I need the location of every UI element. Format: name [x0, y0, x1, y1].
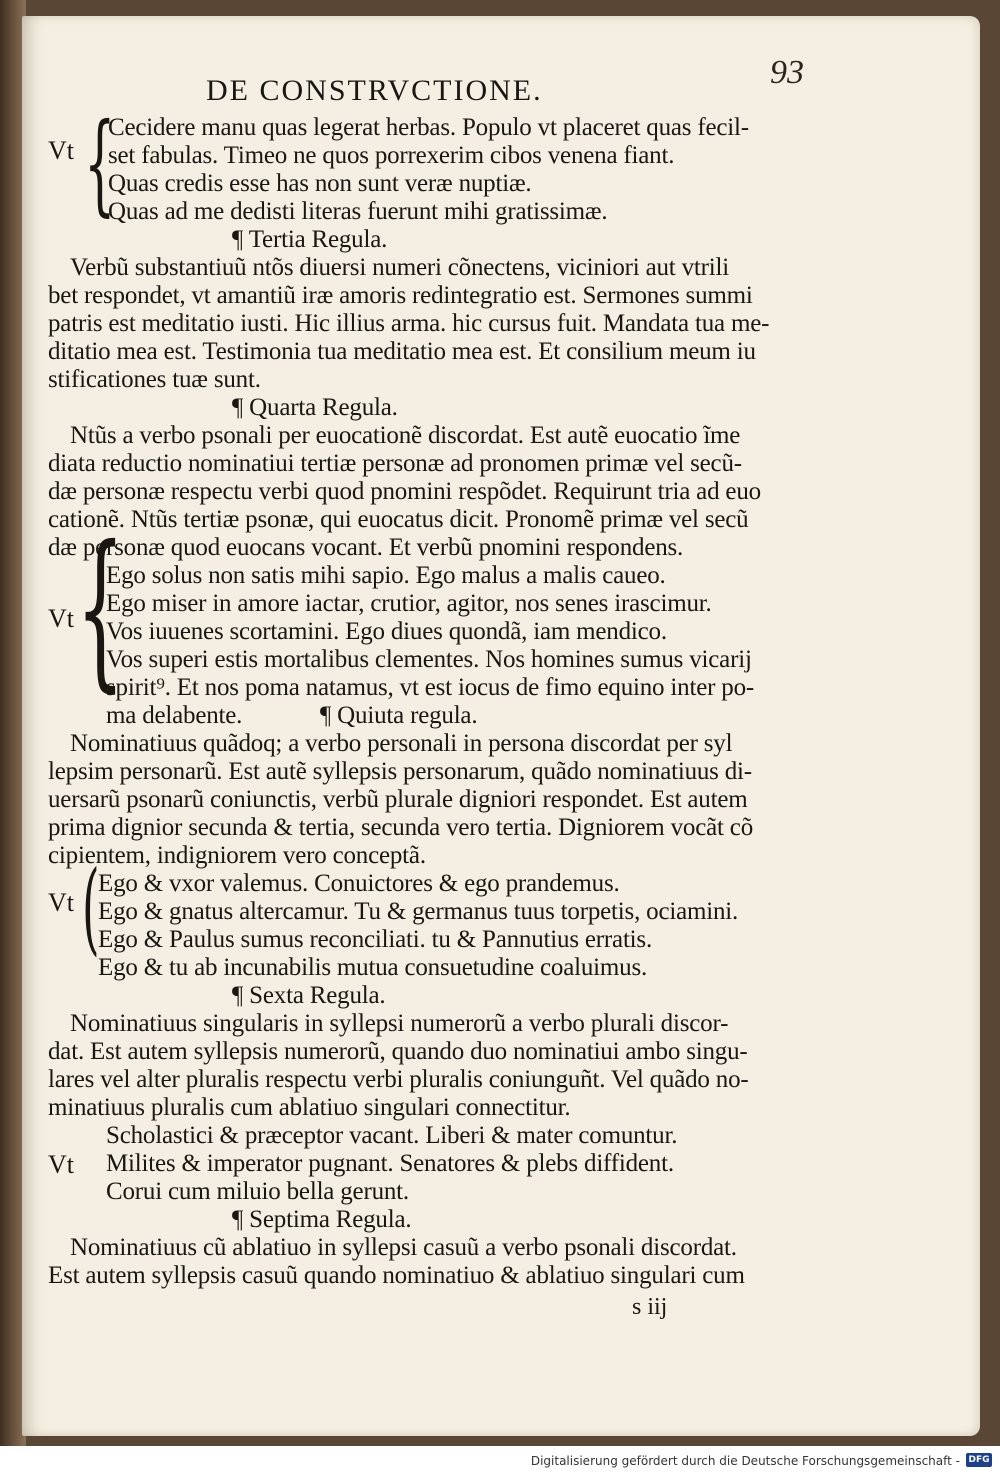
text-line: Nominatiuus singularis in syllepsi numerorũ a verbo plurali discor- — [70, 1010, 729, 1037]
book-page — [22, 16, 980, 1436]
signature-mark: s iij — [632, 1294, 668, 1320]
text-line: cationẽ. Ntũs tertiæ psonæ, qui euocatus dicit. Pronomẽ primæ vel secũ — [48, 506, 749, 533]
text-line: Quas ad me dedisti literas fuerunt mihi gratissimæ. — [108, 198, 608, 225]
text-line: Ego & tu ab incunabilis mutua consuetudine coaluimus. — [98, 954, 648, 981]
text-line: Vos iuuenes scortamini. Ego diues quondã, iam mendico. — [106, 618, 667, 645]
text-line: Ego solus non satis mihi sapio. Ego malus a malis caueo. — [106, 562, 666, 589]
vt-label: Vt — [48, 1150, 74, 1179]
text-line: cipientem, indigniorem vero conceptã. — [48, 842, 426, 869]
text-line: Vos superi estis mortalibus clementes. Nos homines sumus vicarij — [106, 646, 752, 673]
text-line: Nominatiuus quãdoq; a verbo personali in persona discordat per syl — [70, 730, 733, 757]
text-line: uersarũ psonarũ coniunctis, verbũ plurale digniori respondet. Est autem — [48, 786, 748, 813]
rule-heading: ¶ Sexta Regula. — [232, 982, 386, 1009]
text-line: diata reductio nominatiui tertiæ personæ ad pronomen primæ vel secũ- — [48, 450, 742, 477]
text-line: Ntũs a verbo psonali per euocationẽ discordat. Est autẽ euocatio ĩme — [70, 422, 741, 449]
text-line: Nominatiuus cũ ablatiuo in syllepsi casuũ a verbo psonali discordat. — [70, 1234, 737, 1261]
text-line: spirit⁹. Et nos poma natamus, vt est iocus de fimo equino inter po- — [106, 674, 754, 701]
brace: ( — [82, 849, 100, 966]
brace: { — [84, 99, 116, 227]
text-line: Ego & Paulus sumus reconciliati. tu & Pannutius erratis. — [98, 926, 653, 953]
text-line: Cecidere manu quas legerat herbas. Populo vt placeret quas fecil- — [108, 114, 749, 141]
text-line: ma delabente. — [106, 702, 243, 729]
funding-note: Digitalisierung gefördert durch die Deutsche Forschungsgemeinschaft - — [530, 1454, 960, 1468]
footer-bar — [0, 1446, 1000, 1474]
text-line: minatiuus pluralis cum ablatiuo singulari connectitur. — [48, 1094, 571, 1121]
text-line: Quas credis esse has non sunt veræ nuptiæ. — [108, 170, 532, 197]
text-line: patris est meditatio iusti. Hic illius arma. hic cursus fuit. Mandata tua me- — [48, 310, 770, 337]
text-line: Verbũ substantiuũ ntõs diuersi numeri cõnectens, viciniori aut vtrili — [70, 254, 729, 281]
text-line: prima dignior secunda & tertia, secunda vero tertia. Digniorem vocãt cõ — [48, 814, 753, 841]
text-line: Ego & gnatus altercamur. Tu & germanus tuus torpetis, ociamini. — [98, 898, 739, 925]
rule-heading: ¶ Quarta Regula. — [232, 394, 398, 421]
folio-number: 93 — [770, 54, 804, 91]
text-line: dæ personæ respectu verbi quod pnomini respõdet. Requirunt tria ad euo — [48, 478, 761, 505]
running-head: DE CONSTRVCTIONE. — [206, 74, 543, 107]
rule-heading: ¶ Septima Regula. — [232, 1206, 412, 1233]
text-line: Est autem syllepsis casuũ quando nominatiuo & ablatiuo singulari cum — [48, 1262, 745, 1289]
text-line: Scholastici & præceptor vacant. Liberi & mater comuntur. — [106, 1122, 678, 1149]
text-line: Milites & imperator pugnant. Senatores & plebs diffident. — [106, 1150, 674, 1177]
dfg-logo: DFG — [966, 1453, 992, 1467]
vt-label: Vt — [48, 136, 74, 165]
text-line: ditatio mea est. Testimonia tua meditatio mea est. Et consilium meum iu — [48, 338, 756, 365]
text-line: lepsim personarũ. Est autẽ syllepsis personarum, quãdo nominatiuus di- — [48, 758, 752, 785]
vt-label: Vt — [48, 604, 74, 633]
text-line: bet respondet, vt amantiũ iræ amoris redintegratio est. Sermones summi — [48, 282, 753, 309]
rule-heading: ¶ Tertia Regula. — [232, 226, 388, 253]
text-line: Corui cum miluio bella gerunt. — [106, 1178, 409, 1205]
text-line: lares vel alter pluralis respectu verbi pluralis coniunguñt. Vel quãdo no- — [48, 1066, 749, 1093]
text-line: set fabulas. Timeo ne quos porrexerim cibos venena fiant. — [108, 142, 675, 169]
text-line: Ego & vxor valemus. Conuictores & ego prandemus. — [98, 870, 620, 897]
text-line: dæ personæ quod euocans vocant. Et verbũ pnomini respondens. — [48, 534, 684, 561]
text-line: stificationes tuæ sunt. — [48, 366, 261, 393]
text-line: dat. Est autem syllepsis numerorũ, quando duo nominatiui ambo singu- — [48, 1038, 748, 1065]
rule-heading: ¶ Quiuta regula. — [320, 702, 478, 729]
vt-label: Vt — [48, 888, 74, 917]
brace: { — [76, 510, 125, 708]
text-line: Ego miser in amore iactar, crutior, agitor, nos senes irascimur. — [106, 590, 712, 617]
